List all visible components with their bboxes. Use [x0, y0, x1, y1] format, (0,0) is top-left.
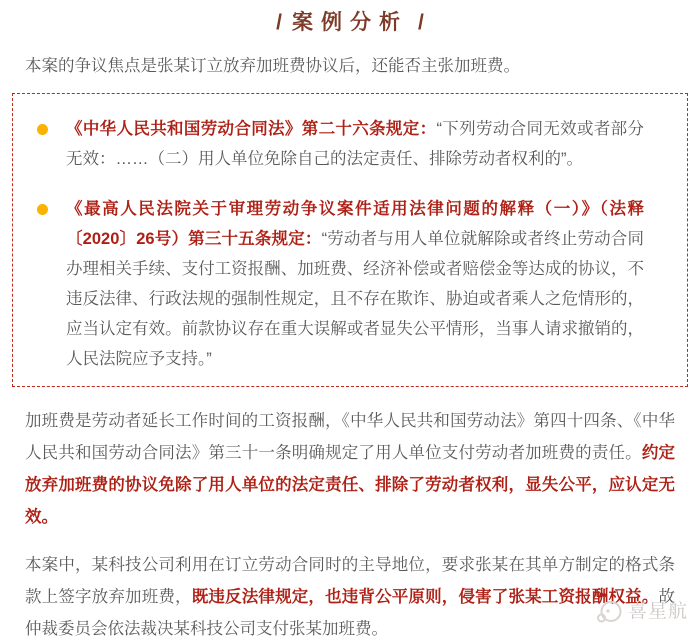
watermark-text: 喜星航 — [627, 601, 688, 622]
analysis-emphasis-text: 约定放弃加班费的协议免除了用人单位的法定责任、排除了劳动者权利，显失公平，应认定无效。 — [25, 444, 676, 526]
list-item — [37, 194, 644, 374]
law-item-text — [66, 194, 644, 374]
bullet-dot-icon — [37, 124, 48, 135]
section-title-text: 案例分析 — [292, 11, 408, 34]
conclusion-part2-text: 故仲裁委员会依法裁决某科技公司支付张某加班费。 — [25, 588, 676, 638]
conclusion-part1-text: 本案中，某科技公司利用在订立劳动合同时的主导地位，要求张某在其单方制定的格式条款上签字放弃加班费， — [25, 556, 675, 606]
analysis-paragraph — [25, 405, 675, 533]
title-left-slash-decoration: / — [276, 11, 282, 34]
law-item-text — [66, 114, 644, 174]
law-quote-text: “下列劳动合同无效或者部分无效：……（二）用人单位免除自己的法定责任、排除劳动者权利的”。 — [66, 120, 645, 168]
law-quote-text: “劳动者与用人单位就解除或者终止劳动合同办理相关手续、支付工资报酬、加班费、经济补偿或者赔偿金等达成的协议，不违反法律、行政法规的强制性规定，且不存在欺诈、胁迫或者乘人之危情形的，应当认定有效。前款协议存在重大误解或者显失公平情形，当事人请求撤销的，人民法院应予支持。” — [66, 230, 644, 368]
intro-paragraph: 本案的争议焦点是张某订立放弃加班费协议后，还能否主张加班费。 — [25, 57, 520, 75]
section-title — [25, 10, 675, 36]
law-citation-label: 《中华人民共和国劳动合同法》第二十六条规定： — [66, 120, 437, 138]
analysis-normal-text: 加班费是劳动者延长工作时间的工资报酬，《中华人民共和国劳动法》第四十四条、《中华人民共和国劳动合同法》第三十一条明确规定了用人单位支付劳动者加班费的责任。 — [25, 412, 675, 462]
conclusion-paragraph — [25, 549, 675, 643]
conclusion-emphasis-text: 既违反法律规定，也违背公平原则，侵害了张某工资报酬权益。 — [191, 588, 659, 606]
list-item — [37, 114, 644, 174]
law-citation-box — [12, 93, 688, 387]
bullet-dot-icon — [37, 204, 48, 215]
law-citation-label: 《最高人民法院关于审理劳动争议案件适用法律问题的解释（一）》（法释〔2020〕26号）第三十五条规定： — [66, 200, 644, 248]
title-right-slash-decoration: / — [418, 11, 424, 34]
